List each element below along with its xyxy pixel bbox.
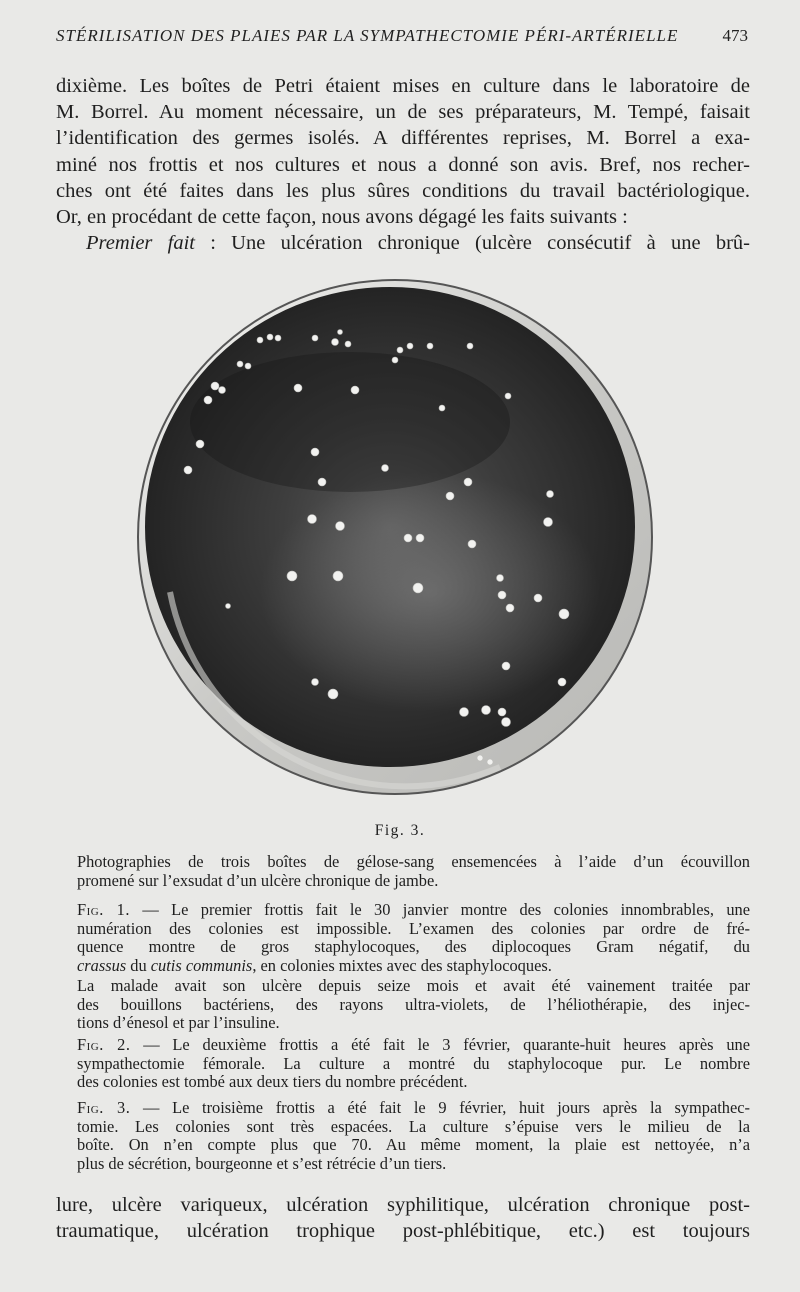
- running-head: [56, 26, 748, 50]
- colony: [558, 678, 566, 686]
- colony: [332, 339, 339, 346]
- text-line: miné nos frottis et nos cultures et nous a donné son avis. Bref, nos recher-: [56, 153, 750, 176]
- caption-line: quence montre de gros staphylocoques, des diplocoques Gram négatif, du: [77, 937, 750, 957]
- colony: [204, 396, 212, 404]
- colony: [404, 534, 412, 542]
- text-line: Or, en procédant de cette façon, nous avons dégagé les faits suivants :: [56, 206, 628, 229]
- colony: [392, 357, 398, 363]
- colony: [534, 594, 542, 602]
- figure-label: Fig. 3.: [374, 822, 426, 839]
- colony: [275, 335, 281, 341]
- caption-line: tions d’énesol et par l’insuline.: [77, 1013, 280, 1033]
- caption-fig1: [56, 901, 750, 975]
- caption-line: Photographies de trois boîtes de gélose-sang ensemencées à l’aide d’un écouvillon: [77, 852, 750, 871]
- caption-fig3: [56, 1099, 750, 1173]
- colony: [308, 515, 317, 524]
- colony: [467, 343, 473, 349]
- caption-line: [77, 901, 750, 920]
- caption-line: promené sur l’exsudat d’un ulcère chronique de jambe.: [77, 870, 439, 890]
- caption-line: La malade avait son ulcère depuis seize mois et avait été vainement traitée par: [77, 976, 750, 995]
- colony: [351, 386, 359, 394]
- text-line: dixième. Les boîtes de Petri étaient mises en culture dans le laboratoire de: [56, 75, 750, 97]
- fig1-label: Fig. 1.: [77, 900, 130, 919]
- text-line: lure, ulcère variqueux, ulcération syphilitique, ulcération chronique post-: [56, 1194, 750, 1216]
- colony: [498, 591, 506, 599]
- colony: [345, 341, 351, 347]
- colony: [312, 679, 319, 686]
- colony: [460, 708, 469, 717]
- cutis-communis-term: cutis communis: [150, 955, 253, 975]
- colony: [544, 518, 553, 527]
- colony: [333, 571, 343, 581]
- colony: [416, 534, 424, 542]
- colony: [311, 448, 319, 456]
- fig2-label: Fig. 2.: [77, 1035, 131, 1054]
- premier-fait-line: [56, 230, 750, 256]
- caption-intro: [56, 853, 750, 890]
- colony: [446, 492, 454, 500]
- colony: [506, 604, 514, 612]
- colony: [413, 583, 423, 593]
- caption-fig2: [56, 1036, 750, 1092]
- colony: [318, 478, 326, 486]
- caption-line: des bouillons bactériens, des rayons ultra-violets, de l’héliothérapie, des injec-: [77, 994, 750, 1014]
- colony: [382, 465, 389, 472]
- colony: [184, 466, 192, 474]
- colony: [312, 335, 318, 341]
- text-line: traumatique, ulcération trophique post-phlébitique, etc.) est toujours: [56, 1220, 750, 1243]
- text-line: M. Borrel. Au moment nécessaire, un de ses préparateurs, M. Tempé, faisait: [56, 101, 750, 124]
- colony: [487, 759, 493, 765]
- colony: [407, 343, 413, 349]
- fig2-line-0: — Le deuxième frottis a été fait le 3 février, quarante-huit heures après une: [130, 1035, 750, 1054]
- colony: [502, 718, 511, 727]
- crassus-term: crassus: [77, 955, 127, 975]
- colony: [336, 522, 345, 531]
- colony: [219, 387, 226, 394]
- caption-line: sympathectomie fémorale. La culture a montré du staphylocoque pur. Le nombre: [77, 1053, 750, 1073]
- colony: [397, 347, 403, 353]
- premier-fait-text: : Une ulcération chronique (ulcère consécutif à une brû-: [195, 232, 750, 255]
- caption-line: [77, 1099, 750, 1118]
- premier-fait-label: Premier fait: [86, 232, 195, 255]
- colony: [245, 363, 251, 369]
- running-head-title: STÉRILISATION DES PLAIES PAR LA SYMPATHECTOMIE PÉRI-ARTÉRIELLE: [56, 26, 679, 45]
- colony: [196, 440, 204, 448]
- colony: [287, 571, 297, 581]
- text-line: l’identification des germes isolés. A différentes reprises, M. Borrel a exa-: [56, 127, 750, 150]
- caption-line: [77, 1036, 750, 1055]
- colony: [328, 689, 338, 699]
- fig1-line-0: — Le premier frottis fait le 30 janvier montre des colonies innombrables, une: [129, 900, 750, 919]
- fig3-line-0: — Le troisième frottis a été fait le 9 février, huit jours après la sympathec-: [130, 1098, 751, 1117]
- caption-malade: [56, 977, 750, 1033]
- colony: [482, 706, 491, 715]
- colony: [427, 343, 433, 349]
- colony: [477, 755, 483, 761]
- colony: [505, 393, 511, 399]
- colony: [464, 478, 472, 486]
- colony: [237, 361, 243, 367]
- colony: [498, 708, 506, 716]
- colony: [294, 384, 302, 392]
- colony: [497, 575, 504, 582]
- colony: [226, 604, 231, 609]
- colony: [559, 609, 569, 619]
- caption-line: des colonies est tombé aux deux tiers du nombre précédent.: [77, 1072, 468, 1092]
- colony: [257, 337, 263, 343]
- bottom-paragraph: [56, 1192, 750, 1244]
- colony: [439, 405, 445, 411]
- caption-line: plus de sécrétion, bourgeonne et s’est rétrécie d’un tiers.: [77, 1153, 447, 1173]
- top-paragraph: [56, 73, 750, 256]
- agar-haze: [260, 472, 600, 712]
- petri-dish-photograph: [130, 272, 660, 802]
- text-line: ches ont été faites dans les plus sûres conditions du travail bactériologique.: [56, 179, 750, 202]
- colony: [468, 540, 476, 548]
- agar-shadow: [190, 352, 510, 492]
- colony: [547, 491, 554, 498]
- page-number: 473: [722, 26, 748, 45]
- caption-line: [77, 957, 750, 976]
- caption-line: boîte. On n’en compte plus que 70. Au même moment, la plaie est nettoyée, n’a: [77, 1135, 750, 1155]
- caption-line: numération des colonies est impossible. L’examen des colonies par ordre de fré-: [77, 918, 750, 938]
- fig1-last-tail: , en colonies mixtes avec des staphylocoques.: [252, 955, 552, 975]
- fig3-label: Fig. 3.: [77, 1098, 131, 1117]
- colony: [502, 662, 510, 670]
- caption-line: tomie. Les colonies sont très espacées. La culture s’épuise vers le milieu de la: [77, 1116, 750, 1136]
- colony: [211, 382, 219, 390]
- fig1-last-mid: du: [126, 955, 151, 975]
- colony: [338, 330, 343, 335]
- colony: [267, 334, 273, 340]
